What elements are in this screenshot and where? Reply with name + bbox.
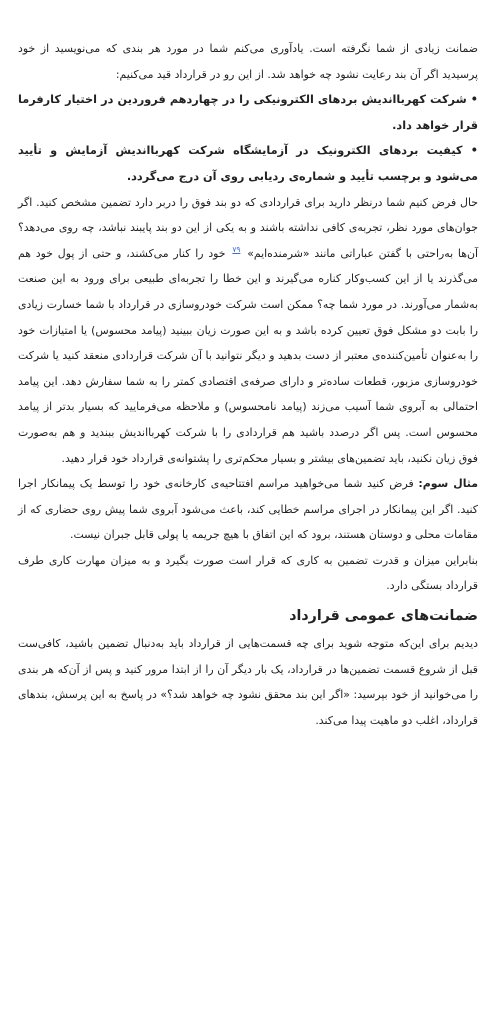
paragraph-general-guarantees: دیدیم برای این‌که متوجه شوید برای چه قسمت‌هایی از قرارداد باید به‌دنبال تضمین باشید، کافی‌ست قبل از شروع قسمت تضمین‌ها در قرارداد، یک بار دیگر آن را از ابتدا مرور کنید و پس از آن‌که هر بندی را می‌خوانید از خود بپرسید: «اگر این بند محقق نشود چه خواهد شد؟» در پاسخ به این پرسش، بندهای قرارداد، اغلب دو ماهیت پیدا می‌کند. [18, 637, 478, 727]
paragraph-conclusion: بنابراین میزان و قدرت تضمین به کاری که قرار است صورت بگیرد و به میزان مهارت کاری طرف قرارداد بستگی دارد. [18, 553, 478, 593]
paragraph-intro: ضمانت زیادی از شما نگرفته است. یادآوری می‌کنم شما در مورد هر بندی که می‌نویسید از خود پرسیدید اگر آن بند رعایت نشود چه خواهد شد. از این رو در قرارداد قید می‌کنیم: [18, 42, 478, 81]
example-three-label: مثال سوم: [418, 477, 478, 491]
example-three-body: فرض کنید شما می‌خواهید مراسم افتتاحیه‌ی کارخانه‌ی خود را توسط یک پیمانکار اجرا کنید. اگر این پیمانکار در اجرای مراسم خطایی کند، باعث می‌شود آبروی شما پیش روی حضاری که از مقامات محلی و دوستان هستند، برود که این اتفاق با هیچ جریمه یا پولی قابل جبران نیست. [18, 477, 478, 542]
bullet-quality: • کیفیت بردهای الکترونیک در آزمایشگاه شرکت کهربااندیش آزمایش و تأیید می‌شود و برچسب تأیید و شماره‌ی ردیابی روی آن درج می‌گردد. [18, 144, 478, 183]
section-heading: ضمانت‌های عمومی قرارداد [289, 608, 478, 625]
paragraph-example-two [18, 190, 478, 472]
paragraph-example-two-start: حال فرض کنیم شما درنظر دارید برای قراردادی که دو بند فوق را دربر دارد تضمین مشخص کنید. اگر جوان‌های مورد نظر، تجربه‌ی کافی نداشته باشند و به یکی از این دو بند پایبند نباشد، چه روی می‌دهد؟ آن‌ها به‌راحتی با گفتن عباراتی مانند «شرمنده‌ایم» [18, 195, 478, 260]
bullet-delivery: • شرکت کهربااندیش بردهای الکترونیکی را در چهاردهم فروردین در اختیار کارفرما قرار خواهد داد. [18, 93, 478, 132]
paragraph-example-two-end: خود را کنار می‌کشند، و حتی از پول خود هم می‌گذرند یا از این کسب‌وکار کناره می‌گیرند و این خطا را تجربه‌ای طبیعی برای ورود به این صنعت به‌شمار می‌آورند. در مورد شما چه؟ ممکن است شرکت خودروسازی در قرارداد با شما خسارت زیادی را بابت دو مشکل فوق تعیین کرده باشد و به این صورت زیان ببینید (پیامد محسوس) یا امتیازات خود را به‌عنوان تأمین‌کننده‌ی معتبر از دست بدهید و دیگر نتوانید با آن شرکت قراردادی منعقد کنید یا شرکت خودروسازی مزبور، قطعات ساده‌تر و دارای صرفه‌ی اقتصادی کمتر را به شما سفارش دهد. این پیامد احتمالی به آبروی شما آسیب می‌زند (پیامد نامحسوس) و ملاحظه می‌فرمایید که بسیار بدتر از پیامد محسوس است. پس اگر درصدد باشید هم قراردادی را با شرکت کهربااندیش ببندید و هم به‌صورت فوق زیان نکنید، باید تضمین‌های بیشتر و بسیار محکم‌تری را پشتوانه‌ی قرارداد خود قرار دهید. [18, 246, 478, 465]
footnote-link[interactable]: ۷۹ [232, 245, 241, 255]
paragraph-example-three [18, 471, 478, 548]
